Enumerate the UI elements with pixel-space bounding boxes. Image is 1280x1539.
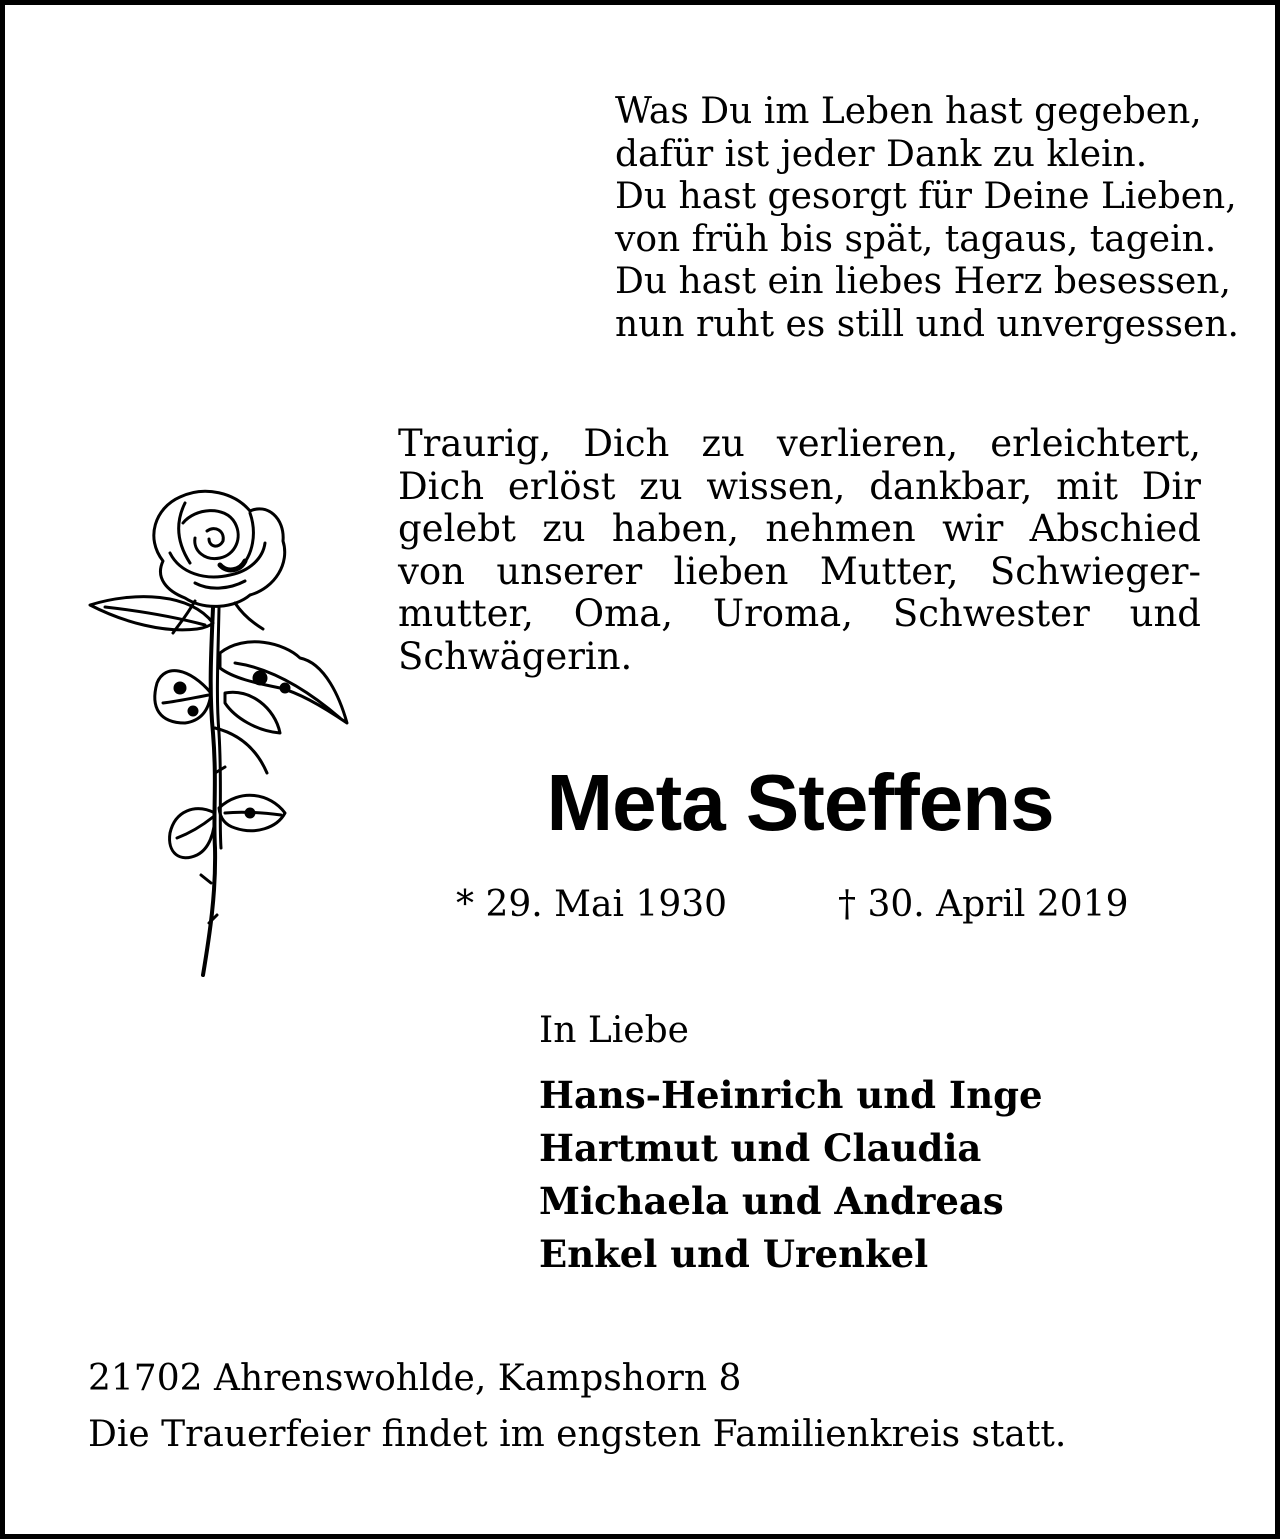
mourner-name: Enkel und Urenkel <box>539 1232 929 1276</box>
footer <box>88 1351 1066 1463</box>
death-date: † 30. April 2019 <box>838 884 1129 925</box>
poem-line: Was Du im Leben hast gegeben, <box>615 91 1202 132</box>
deceased-name: Meta Steffens <box>546 758 1054 847</box>
funeral-note: Die Trauerfeier findet im engsten Familienkreis statt. <box>88 1414 1067 1455</box>
mourners-intro: In Liebe <box>539 1010 689 1051</box>
farewell-text: Traurig, Dich zu verlieren, erleichtert, Dich erlöst zu wissen, dankbar, mit Dir gelebt zu haben, nehmen wir Abschied von unserer lieben Mutter, Schwiegermutter, Oma, Uroma, Schwester und Schwägerin. <box>398 422 1201 678</box>
poem-line: Du hast gesorgt für Deine Lieben, <box>615 176 1237 217</box>
poem-line: nun ruht es still und unvergessen. <box>615 303 1239 345</box>
mourner-name: Michaela und Andreas <box>539 1179 1004 1223</box>
address: 21702 Ahrenswohlde, Kampshorn 8 <box>88 1358 742 1399</box>
rose-icon <box>85 483 350 983</box>
birth-date: * 29. Mai 1930 <box>456 884 728 925</box>
mourner-name: Hartmut und Claudia <box>539 1126 982 1170</box>
mourners-list <box>539 1069 1043 1281</box>
mourner-name: Hans-Heinrich und Inge <box>539 1073 1043 1117</box>
poem-line: von früh bis spät, tagaus, tagein. <box>615 218 1217 260</box>
poem-line: dafür ist jeder Dank zu klein. <box>615 133 1148 175</box>
poem <box>615 91 1255 346</box>
poem-line: Du hast ein liebes Herz besessen, <box>615 261 1231 302</box>
